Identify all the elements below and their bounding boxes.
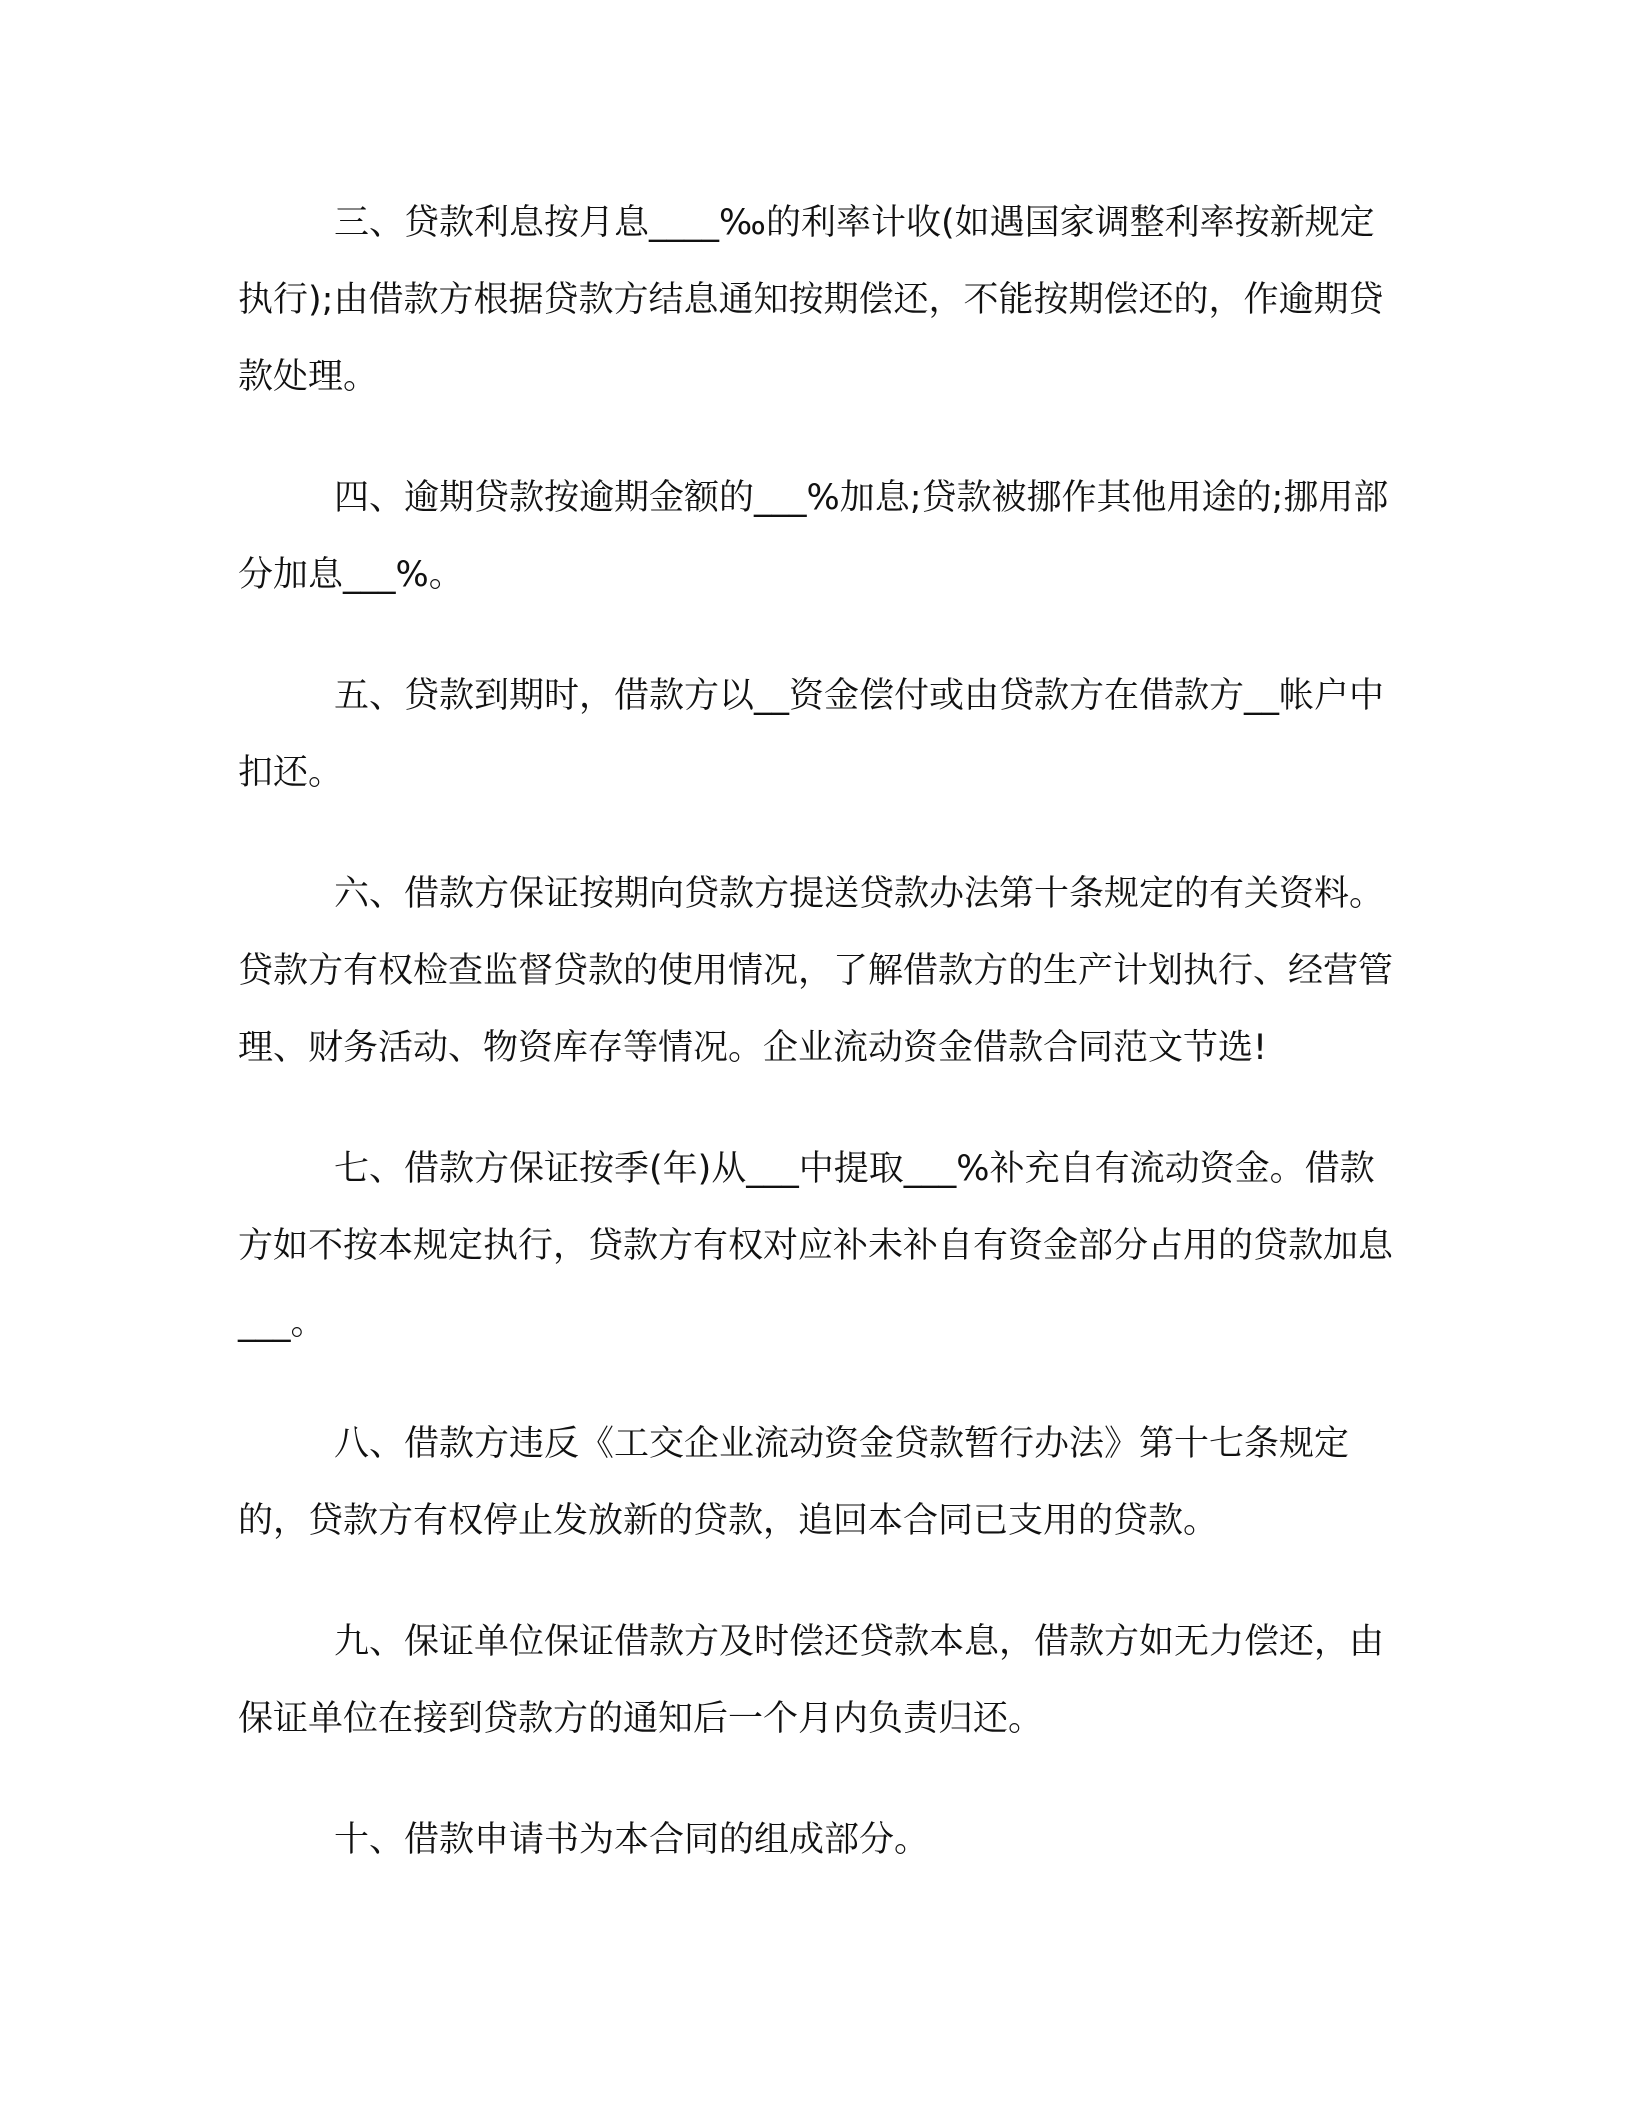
paragraph-clause-5: 五、贷款到期时，借款方以__资金偿付或由贷款方在借款方__帐户中扣还。	[238, 676, 1385, 793]
paragraph-clause-8: 八、借款方违反《工交企业流动资金贷款暂行办法》第十七条规定的，贷款方有权停止发放新的贷款，追回本合同已支用的贷款。	[238, 1424, 1350, 1541]
paragraph-clause-4: 四、逾期贷款按逾期金额的___%加息;贷款被挪作其他用途的;挪用部分加息___%。	[238, 478, 1389, 595]
paragraph-clause-9: 九、保证单位保证借款方及时偿还贷款本息，借款方如无力偿还，由保证单位在接到贷款方的通知后一个月内负责归还。	[238, 1622, 1385, 1739]
paragraph-clause-3: 三、贷款利息按月息____‰的利率计收(如遇国家调整利率按新规定执行);由借款方根据贷款方结息通知按期偿还，不能按期偿还的，作逾期贷款处理。	[238, 203, 1384, 397]
document-body	[238, 185, 1398, 1923]
paragraph-clause-10: 十、借款申请书为本合同的组成部分。	[334, 1820, 930, 1860]
paragraph-clause-7: 七、借款方保证按季(年)从___中提取___%补充自有流动资金。借款方如不按本规定执行，贷款方有权对应补未补自有资金部分占用的贷款加息___。	[238, 1149, 1394, 1343]
paragraph-clause-6: 六、借款方保证按期向贷款方提送贷款办法第十条规定的有关资料。贷款方有权检查监督贷款的使用情况，了解借款方的生产计划执行、经营管理、财务活动、物资库存等情况。企业流动资金借款合同范文节选!	[238, 874, 1394, 1068]
